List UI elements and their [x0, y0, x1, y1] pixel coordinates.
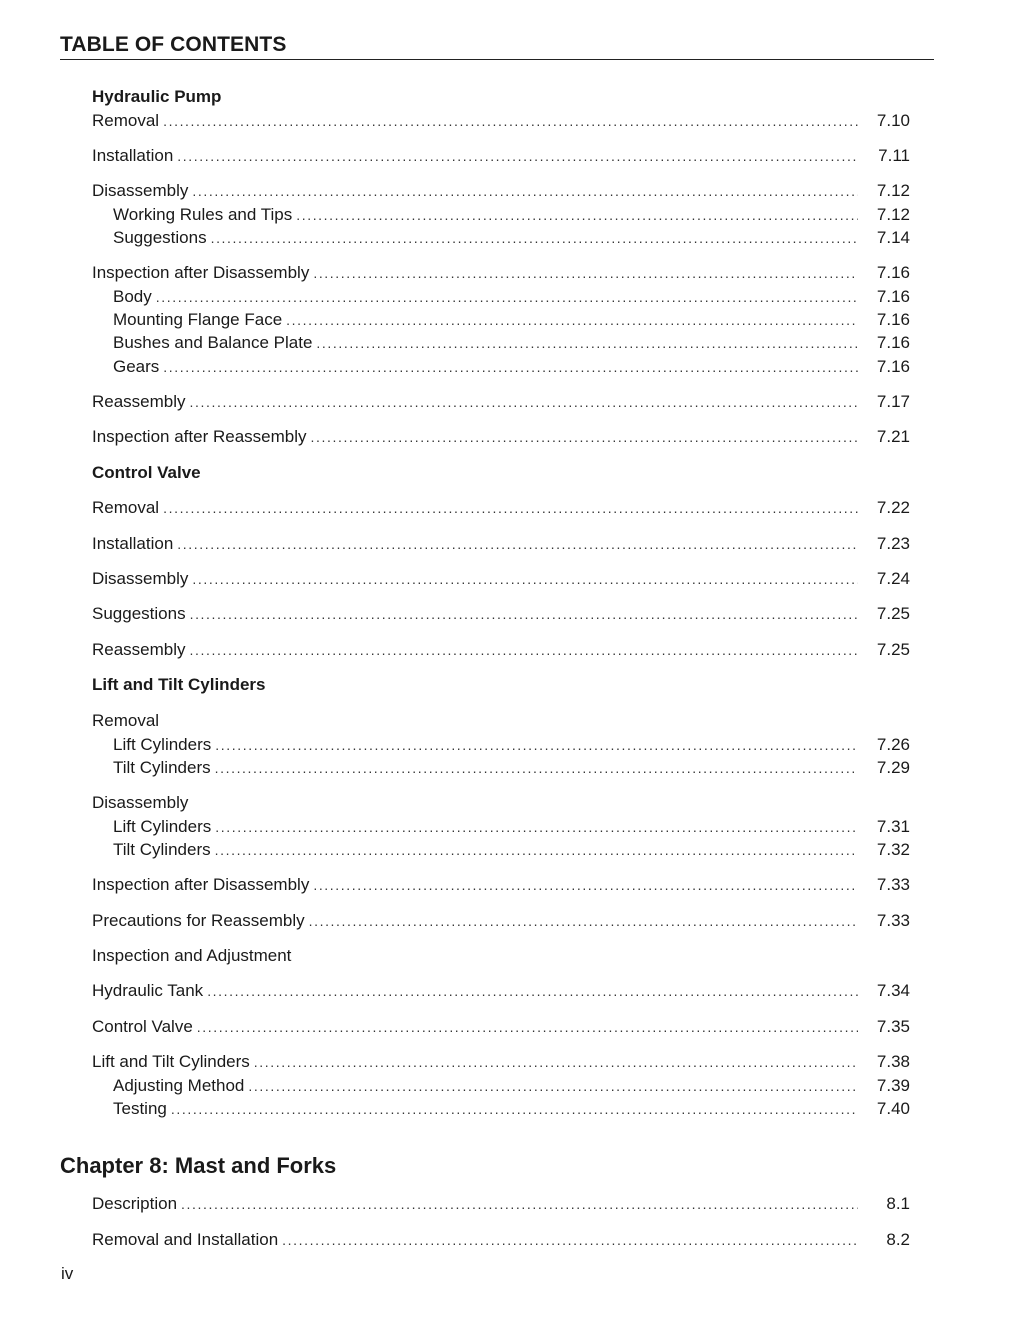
entry-label: Mounting Flange Face — [113, 310, 283, 329]
dot-leader — [171, 1097, 858, 1121]
entry-page: 7.24 — [876, 569, 910, 588]
entry-label: Body — [113, 287, 152, 306]
toc-entry-pump-reassembly[interactable] — [92, 390, 910, 414]
toc-entry-valve-installation[interactable] — [92, 532, 910, 556]
dot-leader — [207, 979, 858, 1003]
entry-page: 7.38 — [876, 1052, 910, 1071]
entry-label: Gears — [113, 357, 160, 376]
dot-leader — [163, 355, 858, 379]
entry-label: Working Rules and Tips — [113, 205, 293, 224]
chapter-heading: Chapter 8: Mast and Forks — [60, 1153, 337, 1178]
entry-label: Disassembly — [92, 181, 189, 200]
entry-page: 7.26 — [876, 735, 910, 754]
dot-leader — [177, 532, 858, 556]
toc-entry-valve-disassembly[interactable] — [92, 567, 910, 591]
page-title: TABLE OF CONTENTS — [60, 33, 287, 56]
entry-label: Suggestions — [113, 228, 207, 247]
toc-entry-valve-removal[interactable] — [92, 496, 910, 520]
dot-leader — [190, 638, 858, 662]
dot-leader — [282, 1228, 858, 1252]
toc-entry-adjusting-method[interactable] — [113, 1074, 910, 1098]
toc-entry-description[interactable] — [92, 1192, 910, 1216]
entry-page: 7.39 — [876, 1076, 910, 1095]
entry-label: Installation — [92, 534, 174, 553]
toc-entry-mounting-flange[interactable] — [113, 308, 910, 332]
entry-page: 8.1 — [886, 1194, 910, 1213]
dot-leader — [177, 144, 858, 168]
dot-leader — [215, 733, 858, 757]
entry-page: 7.34 — [876, 981, 910, 1000]
toc-entry-removal-lift[interactable] — [113, 733, 910, 757]
entry-label: Lift Cylinders — [113, 735, 212, 754]
entry-page: 7.25 — [876, 640, 910, 659]
toc-entry-working-rules[interactable] — [113, 203, 910, 227]
entry-page: 7.12 — [876, 205, 910, 224]
entry-label: Testing — [113, 1099, 167, 1118]
entry-label: Lift and Tilt Cylinders — [92, 1052, 250, 1071]
toc-entry-adj-lift-tilt[interactable] — [92, 1050, 910, 1074]
entry-page: 7.35 — [876, 1017, 910, 1036]
dot-leader — [248, 1074, 858, 1098]
subheading-removal: Removal — [92, 711, 160, 730]
entry-label: Reassembly — [92, 640, 186, 659]
toc-entry-pump-removal[interactable] — [92, 109, 910, 133]
toc-entry-testing[interactable] — [113, 1097, 910, 1121]
entry-page: 7.32 — [876, 840, 910, 859]
dot-leader — [215, 756, 858, 780]
entry-label: Control Valve — [92, 1017, 193, 1036]
entry-page: 7.33 — [876, 875, 910, 894]
entry-label: Removal — [92, 498, 160, 517]
entry-page: 7.31 — [876, 817, 910, 836]
entry-page: 7.23 — [876, 534, 910, 553]
dot-leader — [296, 203, 858, 227]
entry-page: 7.33 — [876, 911, 910, 930]
entry-page: 7.14 — [876, 228, 910, 247]
dot-leader — [190, 602, 858, 626]
dot-leader — [163, 496, 858, 520]
entry-label: Description — [92, 1194, 178, 1213]
entry-page: 7.29 — [876, 758, 910, 777]
toc-entry-precautions[interactable] — [92, 909, 910, 933]
dot-leader — [163, 109, 858, 133]
subheading-disassembly: Disassembly — [92, 793, 189, 812]
entry-page: 7.21 — [876, 427, 910, 446]
section-heading-control-valve: Control Valve — [92, 463, 201, 482]
toc-entry-disassembly-tilt[interactable] — [113, 838, 910, 862]
dot-leader — [313, 873, 858, 897]
entry-page: 7.40 — [876, 1099, 910, 1118]
toc-entry-hydraulic-tank[interactable] — [92, 979, 910, 1003]
dot-leader — [211, 226, 858, 250]
entry-label: Inspection after Disassembly — [92, 263, 310, 282]
subheading-inspection-adjustment: Inspection and Adjustment — [92, 946, 292, 965]
dot-leader — [156, 285, 858, 309]
entry-label: Installation — [92, 146, 174, 165]
toc-entry-pump-inspection-disassembly[interactable] — [92, 261, 910, 285]
entry-page: 7.16 — [876, 333, 910, 352]
entry-page: 7.16 — [876, 263, 910, 282]
entry-label: Inspection after Disassembly — [92, 875, 310, 894]
entry-label: Suggestions — [92, 604, 186, 623]
dot-leader — [309, 909, 858, 933]
entry-label: Precautions for Reassembly — [92, 911, 305, 930]
toc-entry-cyl-inspection-disassembly[interactable] — [92, 873, 910, 897]
toc-entry-gears[interactable] — [113, 355, 910, 379]
toc-entry-disassembly-lift[interactable] — [113, 815, 910, 839]
dot-leader — [215, 815, 858, 839]
dot-leader — [192, 179, 858, 203]
entry-label: Tilt Cylinders — [113, 758, 211, 777]
entry-label: Lift Cylinders — [113, 817, 212, 836]
entry-page: 7.10 — [876, 111, 910, 130]
dot-leader — [215, 838, 858, 862]
entry-label: Reassembly — [92, 392, 186, 411]
dot-leader — [181, 1192, 858, 1216]
entry-page: 7.11 — [878, 146, 910, 165]
entry-page: 7.16 — [876, 357, 910, 376]
toc-entry-pump-disassembly[interactable] — [92, 179, 910, 203]
entry-label: Bushes and Balance Plate — [113, 333, 313, 352]
dot-leader — [316, 331, 858, 355]
entry-page: 8.2 — [886, 1230, 910, 1249]
toc-entry-valve-suggestions[interactable] — [92, 602, 910, 626]
dot-leader — [192, 567, 858, 591]
toc-entry-removal-installation[interactable] — [92, 1228, 910, 1252]
entry-label: Disassembly — [92, 569, 189, 588]
toc-entry-adj-control-valve[interactable] — [92, 1015, 910, 1039]
page-number: iv — [61, 1264, 74, 1283]
toc-entry-removal-tilt[interactable] — [113, 756, 910, 780]
dot-leader — [197, 1015, 858, 1039]
entry-page: 7.17 — [876, 392, 910, 411]
toc-entry-valve-reassembly[interactable] — [92, 638, 910, 662]
entry-page: 7.25 — [876, 604, 910, 623]
toc-entry-pump-installation[interactable] — [92, 144, 910, 168]
dot-leader — [190, 390, 858, 414]
toc-entry-pump-suggestions[interactable] — [113, 226, 910, 250]
section-heading-hydraulic-pump: Hydraulic Pump — [92, 87, 222, 106]
dot-leader — [311, 425, 859, 449]
entry-label: Hydraulic Tank — [92, 981, 204, 1000]
toc-entry-bushes[interactable] — [113, 331, 910, 355]
entry-page: 7.12 — [876, 181, 910, 200]
entry-label: Adjusting Method — [113, 1076, 245, 1095]
entry-page: 7.16 — [876, 287, 910, 306]
toc-entry-pump-inspection-reassembly[interactable] — [92, 425, 910, 449]
entry-label: Tilt Cylinders — [113, 840, 211, 859]
dot-leader — [286, 308, 858, 332]
section-heading-lift-tilt: Lift and Tilt Cylinders — [92, 675, 266, 694]
dot-leader — [254, 1050, 858, 1074]
entry-label: Removal — [92, 111, 160, 130]
entry-label: Inspection after Reassembly — [92, 427, 307, 446]
entry-page: 7.22 — [876, 498, 910, 517]
entry-page: 7.16 — [876, 310, 910, 329]
entry-label: Removal and Installation — [92, 1230, 279, 1249]
dot-leader — [313, 261, 858, 285]
toc-entry-body[interactable] — [113, 285, 910, 309]
